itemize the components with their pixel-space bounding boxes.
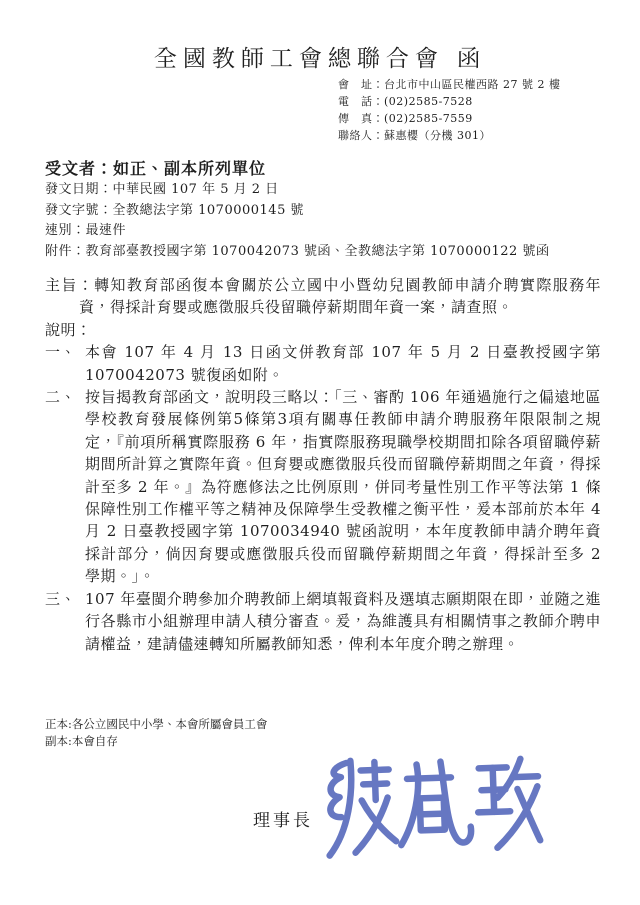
explanation-item-2	[45, 386, 601, 588]
original-copy-line: 正本:各公立國民中小學、本會所屬會員工會	[45, 717, 268, 731]
item-2-number: 二、	[45, 388, 77, 407]
item-3-text: 107 年臺閩介聘參加介聘教師上網填報資料及選填志願期限在即，並隨之進行各縣市小組辦理申請人積分審查。爰，為維護具有相關情事之教師介聘申請權益，建請儘速轉知所屬教師知悉，俾利本年度介聘之辦理。	[85, 589, 601, 653]
explanation-item-1	[45, 341, 601, 386]
issue-date: 發文日期：中華民國 107 年 5 月 2 日	[45, 182, 279, 197]
explanation-label: 說明：	[45, 320, 92, 339]
attachments: 附件：教育部臺教授國字第 1070042073 號函、全教總法字第 1070000122 號函	[45, 243, 550, 259]
subject-label: 主旨：	[45, 276, 95, 294]
chairman-signature	[318, 748, 546, 866]
sender-contact-person: 聯絡人：蘇惠櫻（分機 301）	[338, 129, 491, 142]
sender-phone: 電 話：(02)2585-7528	[338, 95, 473, 108]
issue-number: 發文字號：全教總法字第 1070000145 號	[45, 202, 304, 218]
sender-fax: 傳 真：(02)2585-7559	[338, 112, 473, 125]
letter-body	[45, 274, 601, 655]
subject-text: 轉知教育部函復本會關於公立國中小暨幼兒園教師申請介聘實際服務年資，得採計育嬰或應徵服兵役留職停薪期間年資一案，請查照。	[79, 276, 601, 317]
signature-ink-icon	[318, 748, 546, 866]
document-meta-block	[45, 180, 549, 262]
sender-address: 會 址：台北市中山區民權西路 27 號 2 樓	[338, 78, 561, 91]
recipient-line: 受文者：如正、副本所列單位	[45, 159, 267, 178]
duplicate-copy-line: 副本:本會自存	[45, 734, 118, 748]
subject-paragraph	[45, 274, 601, 319]
copies-block	[45, 716, 267, 750]
item-3-number: 三、	[45, 589, 77, 608]
explanation-item-3	[45, 588, 601, 655]
item-1-number: 一、	[45, 343, 77, 362]
chairman-title: 理事長	[253, 811, 313, 831]
item-2-text: 按旨揭教育部函文，說明段三略以：「三、審酌 106 年通過施行之偏遠地區學校教育發展條例第5條第3項有關專任教師申請介聘服務年限限制之規定，『前項所稱實際服務 6 年，指實際服務現職學校期間扣除各項留職停薪期間所計算之實際年資。但育嬰或應徵服兵役而留職停薪期間之年資，得採計至多 2 年。』為符應修法之比例原則，併同考量性別工作平等法第 1 條保障性別工作權平等之精神及保障學生受教權之衡平性，爰本部前於本年 4 月 2 日臺教授國字第 1070034940 號函說明，本年度教師申請介聘年資採計部分，倘因育嬰或應徵服兵役而留職停薪期間之年資，得採計至多 2 學期。」。	[85, 388, 601, 586]
item-1-text: 本會 107 年 4 月 13 日函文併教育部 107 年 5 月 2 日臺教授國字第 1070042073 號復函如附。	[85, 343, 601, 384]
priority: 速別：最速件	[45, 223, 127, 238]
sender-contact-block	[338, 76, 560, 144]
document-title: 全國教師工會總聯合會 函	[153, 46, 487, 72]
